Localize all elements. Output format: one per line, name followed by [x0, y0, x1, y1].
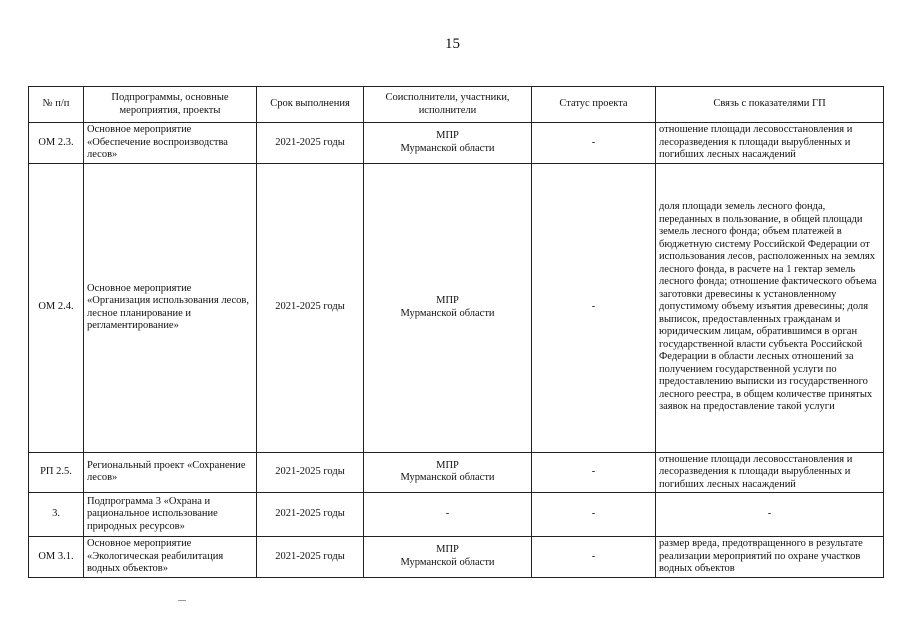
row-executor — [364, 123, 532, 164]
executor-line: Мурманской области — [400, 307, 495, 319]
row-status: - — [532, 163, 656, 452]
executor-line: Мурманской области — [400, 556, 495, 568]
executor-line: МПР — [436, 459, 459, 471]
row-term: 2021-2025 годы — [257, 123, 364, 164]
header-term: Срок выполнения — [257, 87, 364, 123]
row-indicator-link: доля площади земель лесного фонда, переданных в пользование, в общей площади земель лесного фонда; объем платежей в бюджетную систему Российской Федерации от использования лесов, расположенных на землях лесного фонда, в расчете на 1 гектар земель лесного фонда; отношение фактического объема заготовки древесины к установленному допустимому объему изъятия древесины; доля выписок, предоставленных гражданам и юридическим лицам, обратившимся в орган государственной власти субъекта Российской Федерации в области лесных отношений за получением государственной услуги по предоставлению выписки из государственного лесного реестра, в общем количестве принятых заявок на предоставление такой услуги — [656, 163, 884, 452]
row-term: 2021-2025 годы — [257, 163, 364, 452]
row-indicator-link: размер вреда, предотвращенного в результате реализации мероприятий по охране участков водных объектов — [656, 537, 884, 578]
row-executor — [364, 493, 532, 537]
header-link: Связь с показателями ГП — [656, 87, 884, 123]
table-row — [29, 452, 884, 493]
page-number: 15 — [445, 36, 460, 52]
row-indicator-link: отношение площади лесовосстановления и лесоразведения к площади вырубленных и погибших лесных насаждений — [656, 452, 884, 493]
row-executor — [364, 163, 532, 452]
row-name: Основное мероприятие «Организация использования лесов, лесное планирование и регламентирование» — [84, 163, 257, 452]
row-name: Основное мероприятие «Экологическая реабилитация водных объектов» — [84, 537, 257, 578]
row-num: РП 2.5. — [29, 452, 84, 493]
executor-line: МПР — [436, 544, 459, 556]
executor-line: МПР — [436, 130, 459, 142]
row-indicator-link: - — [656, 493, 884, 537]
row-status: - — [532, 493, 656, 537]
row-term: 2021-2025 годы — [257, 452, 364, 493]
executor-line: - — [445, 508, 450, 520]
row-num: 3. — [29, 493, 84, 537]
program-table — [28, 86, 884, 578]
row-name: Основное мероприятие «Обеспечение воспроизводства лесов» — [84, 123, 257, 164]
executor-line: Мурманской области — [400, 472, 495, 484]
row-indicator-link: отношение площади лесовосстановления и лесоразведения к площади вырубленных и погибших лесных насаждений — [656, 123, 884, 164]
table-row — [29, 537, 884, 578]
table-row — [29, 163, 884, 452]
row-status: - — [532, 452, 656, 493]
executor-line: МПР — [436, 295, 459, 306]
executor-line: Мурманской области — [400, 142, 495, 154]
header-executor: Соисполнители, участники, исполнители — [364, 87, 532, 123]
row-name: Подпрограмма 3 «Охрана и рациональное использование природных ресурсов» — [84, 493, 257, 537]
row-term: 2021-2025 годы — [257, 493, 364, 537]
row-num: ОМ 3.1. — [29, 537, 84, 578]
table-header-row — [29, 87, 884, 123]
table-row — [29, 123, 884, 164]
row-num: ОМ 2.3. — [29, 123, 84, 164]
row-executor — [364, 537, 532, 578]
header-num: № п/п — [29, 87, 84, 123]
row-term: 2021-2025 годы — [257, 537, 364, 578]
scan-speck — [178, 600, 186, 601]
row-name: Региональный проект «Сохранение лесов» — [84, 452, 257, 493]
row-status: - — [532, 537, 656, 578]
header-status: Статус проекта — [532, 87, 656, 123]
row-status: - — [532, 123, 656, 164]
row-num: ОМ 2.4. — [29, 163, 84, 452]
header-name: Подпрограммы, основные мероприятия, проекты — [84, 87, 257, 123]
row-executor — [364, 452, 532, 493]
table-row — [29, 493, 884, 537]
